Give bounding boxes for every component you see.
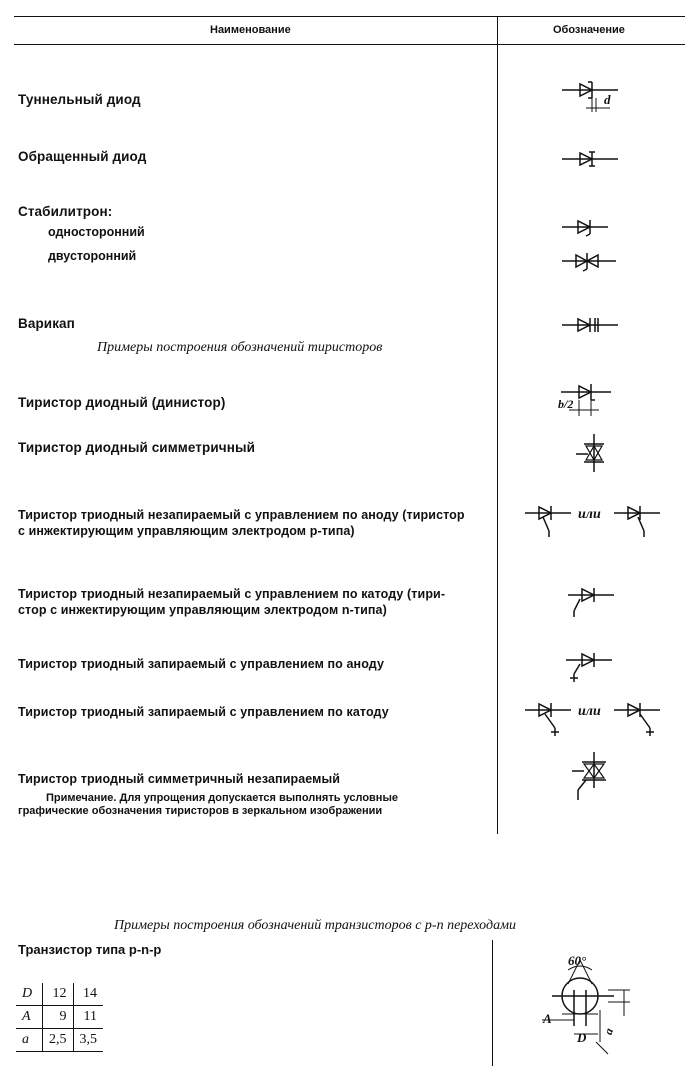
lockable-cathode-variant-a-icon bbox=[523, 700, 573, 738]
triode-cathode-icon bbox=[566, 585, 616, 619]
zener-one-sided-icon bbox=[560, 218, 620, 240]
angle-label: 60° bbox=[568, 953, 587, 968]
dinistor-dim-label: b/2 bbox=[558, 397, 574, 411]
reversed-diode-icon bbox=[560, 150, 620, 172]
or-word-cathode: или bbox=[578, 704, 601, 719]
table-cell: 3,5 bbox=[73, 1029, 103, 1052]
row-zener-two-sided: двусторонний bbox=[48, 249, 137, 263]
lockable-cathode-variant-b-icon bbox=[612, 700, 662, 738]
table-row bbox=[16, 983, 103, 1006]
table-cell: 2,5 bbox=[43, 1029, 74, 1052]
row-triode-symmetric: Тиристор триодный симметричный незапираемый bbox=[18, 772, 341, 786]
triode-anode-variant-a-icon bbox=[523, 503, 573, 539]
note-line2: графические обозначения тиристоров в зеркальном изображении bbox=[18, 805, 383, 817]
row-tunnel-diode: Туннельный диод bbox=[18, 92, 141, 107]
lockable-anode-icon bbox=[564, 648, 614, 682]
transistor-column-divider bbox=[492, 940, 493, 1066]
table-cell: 14 bbox=[73, 983, 103, 1006]
row-zener-title: Стабилитрон: bbox=[18, 204, 113, 219]
table-row bbox=[16, 1006, 103, 1029]
transistor-outline-icon bbox=[538, 950, 638, 1064]
column-header-name: Наименование bbox=[210, 24, 291, 36]
transistor-section-title: Примеры построения обозначений транзисторов с p-n переходами bbox=[114, 918, 517, 933]
table-row bbox=[16, 1029, 103, 1052]
row-triode-cathode-line1: Тиристор триодный незапираемый с управлением по катоду (тири- bbox=[18, 587, 446, 601]
row-reversed-diode: Обращенный диод bbox=[18, 149, 147, 164]
table-cell: 11 bbox=[73, 1006, 103, 1029]
dim-a-label: a bbox=[600, 1026, 617, 1037]
header-bottom-rule bbox=[14, 44, 685, 45]
row-lockable-anode: Тиристор триодный запираемый с управлением по аноду bbox=[18, 657, 385, 671]
zener-two-sided-icon bbox=[560, 251, 620, 273]
tunnel-dim-label: d bbox=[604, 92, 611, 107]
dim-D-label: D bbox=[577, 1030, 587, 1045]
table-cell: 12 bbox=[43, 983, 74, 1006]
row-lockable-cathode: Тиристор триодный запираемый с управлением по катоду bbox=[18, 705, 389, 719]
column-divider bbox=[497, 16, 498, 834]
dim-A-label: A bbox=[543, 1011, 552, 1026]
varicap-icon bbox=[560, 316, 620, 338]
row-triode-cathode-line2: стор с инжектирующим управляющим электродом n-типа) bbox=[18, 603, 387, 617]
thyristor-section-title: Примеры построения обозначений тиристоров bbox=[97, 340, 383, 355]
row-zener-one-sided: односторонний bbox=[48, 225, 145, 239]
row-triode-anode-line2: с инжектирующим управляющим электродом р-типа) bbox=[18, 524, 355, 538]
tunnel-diode-icon bbox=[560, 78, 620, 114]
row-diode-thyristor-symmetric: Тиристор диодный симметричный bbox=[18, 440, 255, 455]
row-varicap: Варикап bbox=[18, 316, 75, 331]
column-header-designation: Обозначение bbox=[553, 24, 625, 36]
diode-thyristor-symmetric-icon bbox=[574, 434, 614, 472]
transistor-pnp-label: Транзистор типа p-n-p bbox=[18, 942, 162, 957]
row-diode-thyristor: Тиристор диодный (динистор) bbox=[18, 395, 226, 410]
table-cell: D bbox=[16, 983, 43, 1006]
dimension-table bbox=[16, 983, 103, 1052]
triode-symmetric-icon bbox=[568, 752, 614, 802]
header-top-rule bbox=[14, 16, 685, 17]
table-cell: A bbox=[16, 1006, 43, 1029]
row-triode-anode-line1: Тиристор триодный незапираемый с управлением по аноду (тиристор bbox=[18, 508, 465, 522]
triode-anode-variant-b-icon bbox=[612, 503, 662, 539]
note-line1: Примечание. Для упрощения допускается выполнять условные bbox=[46, 792, 398, 804]
table-cell: a bbox=[16, 1029, 43, 1052]
or-word-anode: или bbox=[578, 507, 601, 522]
table-cell: 9 bbox=[43, 1006, 74, 1029]
